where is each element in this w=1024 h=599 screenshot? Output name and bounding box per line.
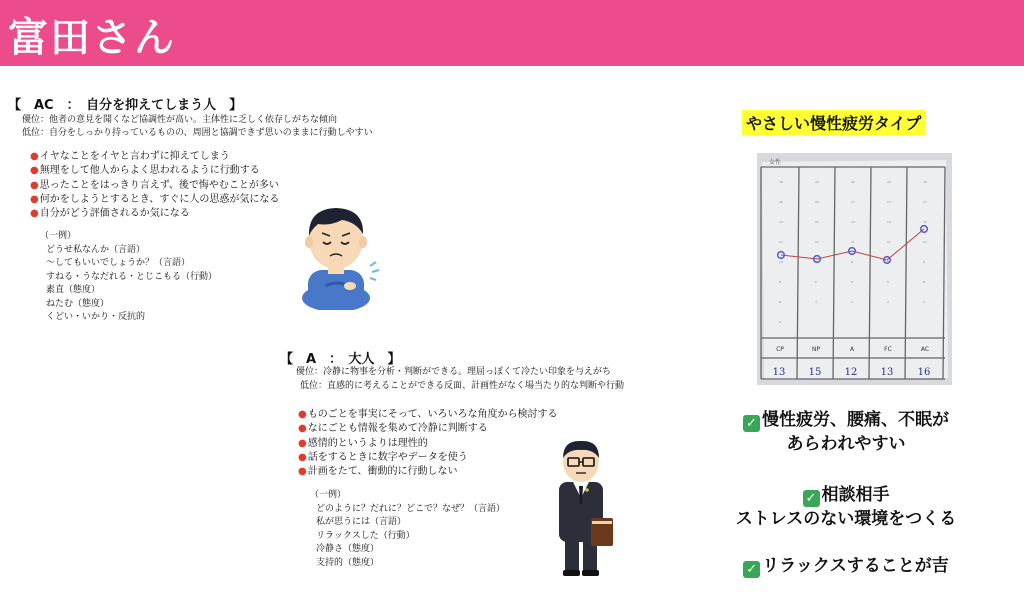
header-bar [0,0,1024,66]
svg-text:19: 19 [923,180,927,184]
example-item: リラックスした（行動） [316,530,415,541]
egogram-chart-photo [757,153,952,385]
a-examples [310,489,505,570]
page-title: 富田さん [8,15,176,61]
ac-weakness: 低位：自分をしっかり持っているものの、周囲と協調できず思いのままに行動しやすい [22,128,373,138]
chart-photo-score: 16 [917,367,931,378]
chart-photo-score: 13 [772,367,786,378]
svg-text:18: 18 [815,200,819,204]
tip-1: ✓ 慢性疲労、腰痛、不眠が あらわれやすい [696,408,996,456]
svg-text:8: 8 [887,260,889,264]
svg-text:11: 11 [851,240,855,244]
svg-text:6: 6 [779,300,781,304]
svg-text:16: 16 [779,200,783,204]
example-heading: （一例） [40,231,77,241]
example-item: 支持的（態度） [316,557,380,568]
svg-text:15: 15 [815,220,819,224]
check-mark-icon: ✓ [743,415,760,432]
check-mark-icon: ✓ [803,490,820,507]
svg-text:14: 14 [851,220,855,224]
ac-bullet-list [30,150,279,221]
example-item: ～してもいいでしょうか？（言語） [46,258,191,268]
svg-text:4: 4 [779,320,781,324]
tip-3: ✓ リラックスすることが吉 [696,554,996,578]
svg-text:8: 8 [779,280,781,284]
chart-photo-header: 女性 [769,159,782,166]
tip-2: ✓ 相談相手 ストレスのない環境をつくる [735,485,957,529]
example-item: どのように？だれに？どこで？なぜ？（言語） [316,503,506,514]
example-item: どうせ私なんか（言語） [46,244,146,255]
list-item: ●イヤなことをイヤと言わずに抑えてしまう [30,151,230,162]
svg-text:20: 20 [815,180,819,184]
chart-photo-score: 15 [808,367,822,378]
svg-text:14: 14 [887,220,891,224]
svg-text:11: 11 [887,240,891,244]
svg-text:10: 10 [779,260,783,264]
svg-text:6: 6 [923,280,925,284]
svg-text:9: 9 [815,260,817,264]
svg-text:8: 8 [851,260,853,264]
example-heading: （一例） [310,490,347,500]
list-item: ●感情的というよりは理性的 [298,437,428,449]
chart-photo-col-label: A [849,346,855,353]
example-item: ねたむ（態度） [46,298,110,309]
svg-text:12: 12 [815,240,819,244]
businessman-illustration [545,438,625,578]
svg-text:20: 20 [851,180,855,184]
svg-text:3: 3 [815,300,817,304]
svg-text:5: 5 [887,280,889,284]
ac-section-title: 【 AC ： 自分を抑えてしまう人 】 [8,98,243,113]
list-item: ●思ったことをはっきり言えず、後で悔やむことが多い [30,179,279,191]
chart-photo-col-label: NP [811,346,821,353]
example-item: 素直（態度） [46,285,101,295]
check-mark-icon: ✓ [743,561,760,578]
chart-photo-col-label: AC [920,346,930,353]
list-item: ●なにごとも情報を集めて冷静に判断する [298,423,488,435]
list-item: ●無理をして他人からよく思われるように行動する [30,165,260,177]
a-bullet-list [298,408,558,479]
list-item: ●自分がどう評価されるか気になる [30,208,190,220]
svg-text:14: 14 [779,220,783,224]
svg-text:12: 12 [923,240,927,244]
svg-text:18: 18 [779,180,783,184]
svg-text:17: 17 [851,200,855,204]
svg-text:2: 2 [851,300,853,304]
list-item: ●計画をたて、衝動的に行動しない [298,466,458,478]
svg-text:17: 17 [923,200,927,204]
svg-text:15: 15 [923,220,927,224]
a-weakness: 低位：直感的に考えることができる反面、計画性がなく場当たり的な判断や行動 [300,381,625,391]
example-item: すねる・うなだれる・とじこもる（行動） [46,271,218,282]
example-item: くどい・いかり・反抗的 [46,312,146,322]
svg-text:3: 3 [923,300,925,304]
type-label: やさしい慢性疲労タイプ [742,110,925,135]
list-item: ●ものごとを事実にそって、いろいろな角度から検討する [298,409,558,420]
chart-photo-col-label: CP [776,346,784,353]
a-strength: 優位：冷静に物事を分析・判断ができる。理屈っぽくて冷たい印象を与えがち [296,367,612,377]
svg-text:2: 2 [887,300,889,304]
svg-text:20: 20 [887,180,891,184]
svg-text:6: 6 [815,280,817,284]
svg-text:17: 17 [887,200,891,204]
list-item: ●何かをしようとするとき、すぐに人の思惑が気になる [30,193,280,205]
svg-text:9: 9 [923,260,925,264]
ac-examples [40,230,217,325]
chart-photo-score: 13 [880,367,894,378]
svg-text:5: 5 [851,280,853,284]
list-item: ●話をするときに数字やデータを使う [298,451,468,463]
chart-photo-col-label: FC [884,346,892,353]
worried-person-illustration [296,200,386,310]
example-item: 私が思うには（言語） [316,517,407,527]
a-section-title: 【 A ： 大人 】 [280,352,401,367]
chart-photo-score: 12 [844,367,858,378]
example-item: 冷静さ（態度） [316,544,380,554]
ac-strength: 優位：他者の意見を聞くなど協調性が高い。主体性に乏しく依存しがちな傾向 [22,115,338,125]
svg-text:12: 12 [779,240,783,244]
